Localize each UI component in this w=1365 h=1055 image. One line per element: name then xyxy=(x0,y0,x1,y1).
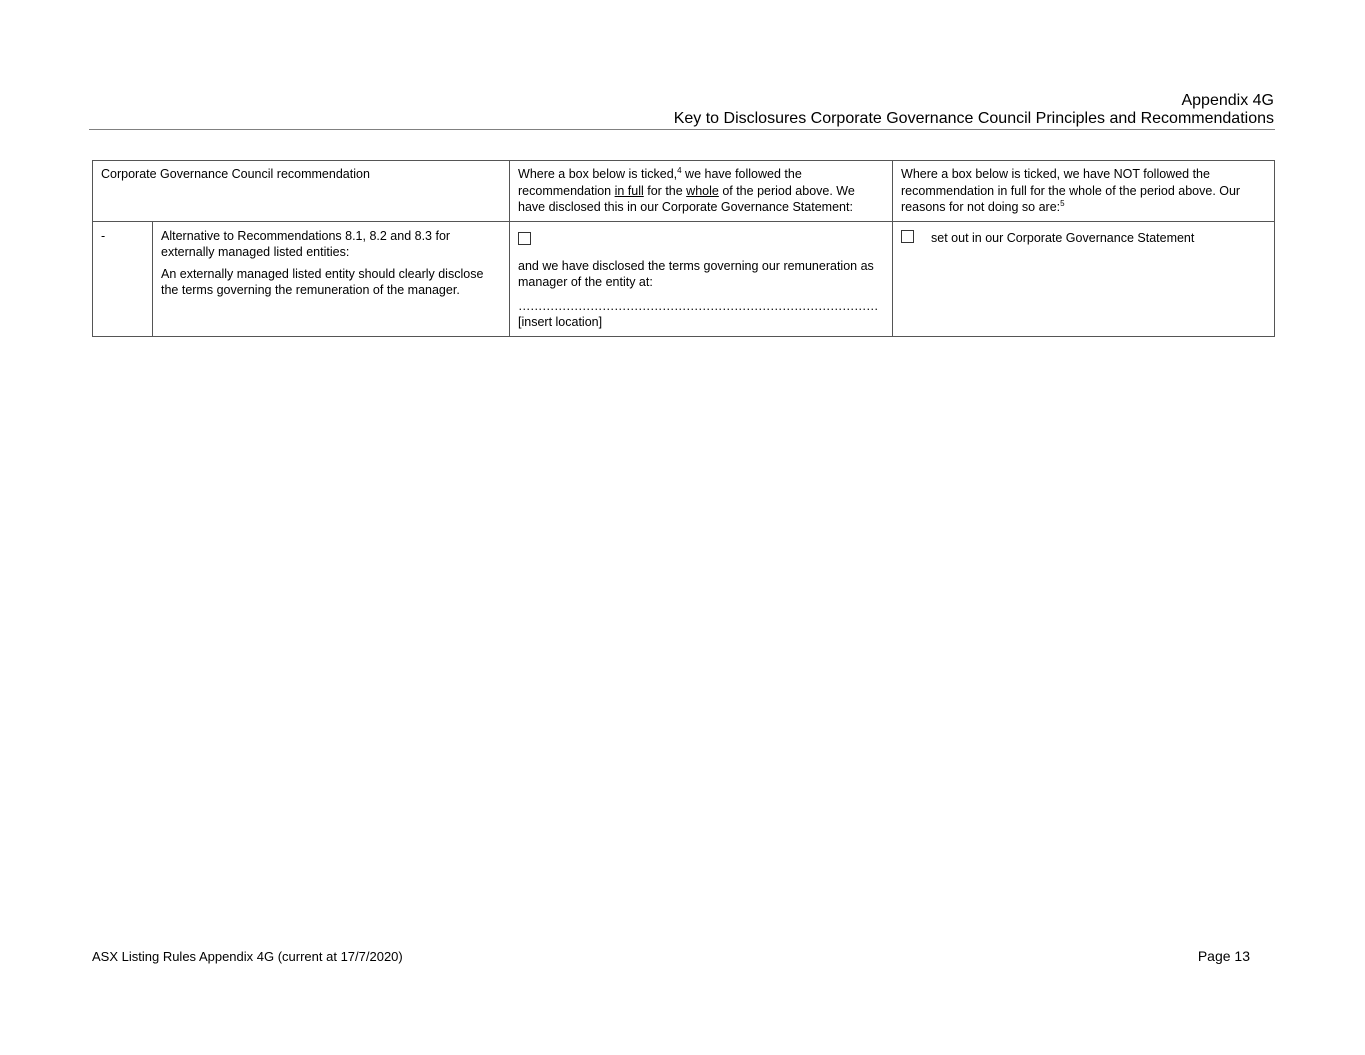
recommendation-text: An externally managed listed entity should clearly disclose the terms governing the remuneration of the manager. xyxy=(161,266,484,297)
footer-page-number: Page 13 xyxy=(1197,948,1250,964)
followed-disclosure-text: and we have disclosed the terms governing our remuneration as manager of the entity at: xyxy=(518,258,874,289)
heading-not-followed: Where a box below is ticked, we have NOT followed the recommendation in full for the whole of the period above. Our reasons for not doing so are:$^5$ xyxy=(893,161,1275,222)
not-followed-cell xyxy=(893,221,1275,336)
insert-location-placeholder: [insert location] xyxy=(518,315,603,329)
heading-recommendation: Corporate Governance Council recommendation xyxy=(93,161,510,222)
recommendation-cell xyxy=(153,221,510,336)
recommendation-title: Alternative to Recommendations 8.1, 8.2 and 8.3 for externally managed listed entities: xyxy=(161,228,451,259)
not-followed-checkbox[interactable] xyxy=(901,230,914,243)
row-number: - xyxy=(93,221,153,336)
followed-cell xyxy=(510,221,893,336)
header-appendix: Appendix 4G xyxy=(1181,92,1274,109)
not-followed-text: set out in our Corporate Governance Statement xyxy=(931,230,1195,245)
underlined-whole: whole xyxy=(686,183,719,198)
followed-checkbox[interactable] xyxy=(518,232,531,245)
header-title: Key to Disclosures Corporate Governance Council Principles and Recommendations xyxy=(673,110,1274,127)
recommendations-table xyxy=(92,160,1275,337)
heading-followed: Where a box below is ticked,$^4$ we have followed the recommendation in full for the whole of the period above. We have disclosed this in our Corporate Governance Statement: xyxy=(510,161,893,222)
location-dotted-line[interactable]: ……………………………………………………………………………… xyxy=(518,298,879,313)
footer-document-title: ASX Listing Rules Appendix 4G (current at 17/7/2020) xyxy=(92,949,403,964)
underlined-in-full: in full xyxy=(614,183,644,198)
footnote-ref-5: 5 xyxy=(1060,198,1065,208)
table-header-row xyxy=(93,161,1275,222)
table-row xyxy=(93,221,1275,336)
header-divider xyxy=(89,129,1275,130)
footnote-ref-4: 4 xyxy=(677,165,682,175)
page-header xyxy=(90,92,1274,128)
